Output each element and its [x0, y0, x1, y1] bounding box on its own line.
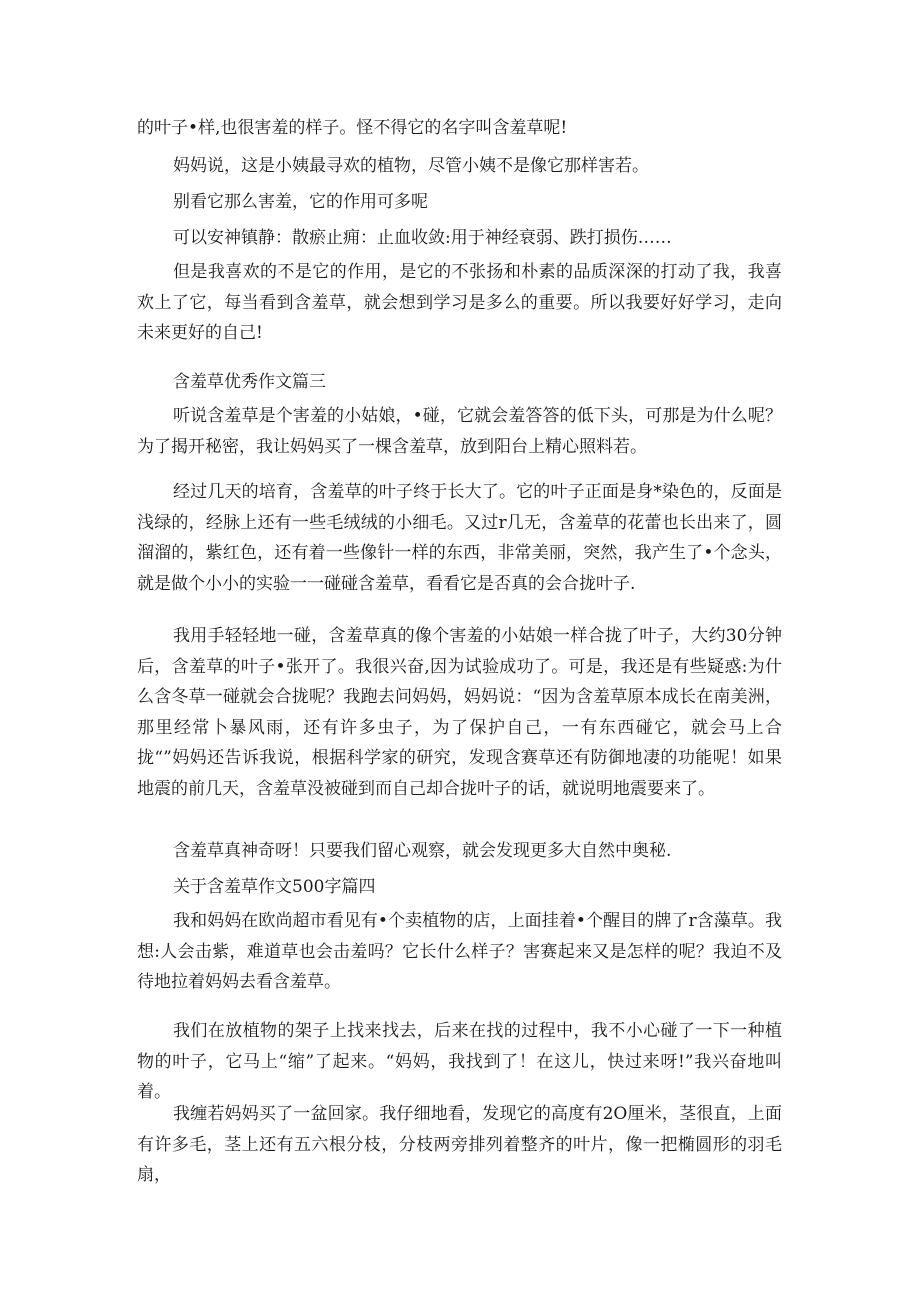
- paragraph: 我和妈妈在欧尚超市看见有•个卖植物的店，上面挂着•个醒目的牌了r含藻草。我想:人会击紫，难道草也会击羞吗？它长什么样子？害赛起来又是怎样的呢？我迫不及待地拉着妈妈去看含羞草。: [137, 911, 782, 992]
- section-heading: 关于含羞草作文500字篇四: [173, 877, 376, 897]
- paragraph: 别看它那么害羞，它的作用可多呢: [173, 192, 428, 212]
- paragraph: 我缠若妈妈买了一盆回家。我仔细地看，发现它的高度有2O厘米，茎很直，上面有许多毛，茎上还有五六根分枝，分枝两旁排列着整齐的叶片，像一把椭圆形的羽毛扇，: [137, 1104, 782, 1185]
- paragraph: 我用手轻轻地一碰，含羞草真的像个害羞的小姑娘一样合拢了叶子，大约30分钟后，含羞草的叶子•张开了。我很兴奋,因为试验成功了。可是，我还是有些疑惑:为什么含冬草一碰就会合拢呢？我跑去问妈妈，妈妈说：“因为含羞草原本成长在南美洲，那里经常卜暴风雨，还有许多虫子，为了保护自己，一有东西碰它，就会马上合拢“”妈妈还告诉我说，根据科学家的研究，发现含赛草还有防御地凄的功能呢！如果地震的前几天，含羞草没被碰到而自己却合拢叶子的话，就说明地震要来了。: [137, 626, 782, 799]
- paragraph: 我们在放植物的架子上找来找去，后来在找的过程中，我不小心碰了一下一种植物的叶子，它马上“缩”了起来。“妈妈，我找到了！在这儿，快过来呀!”我兴奋地叫着。: [137, 1021, 782, 1102]
- paragraph: 可以安神镇静：散瘀止痈：止血收敛:用于神经衰弱、跌打损伤……: [173, 228, 672, 248]
- paragraph-continuation: 的叶子•样,也很害羞的样子。怪不得它的名字叫含羞草呢!: [137, 118, 568, 138]
- paragraph: 含羞草真神奇呀！只要我们留心观察，就会发现更多大自然中奥秘.: [173, 841, 672, 861]
- paragraph: 但是我喜欢的不是它的作用，是它的不张扬和朴素的品质深深的打动了我，我喜欢上了它，每当看到含羞草，就会想到学习是多么的重要。所以我要好好学习，走向未来更好的自己!: [137, 262, 782, 343]
- paragraph: 经过几天的培育，含羞草的叶子终于长大了。它的叶子正面是身*染色的，反面是浅绿的，经脉上还有一些毛绒绒的小细毛。又过r几无，含羞草的花蕾也长出来了，圆溜溜的，紫红色，还有着一些像针一样的东西，非常美丽，突然，我产生了•个念头，就是做个小小的实验一一碰碰含羞草，看看它是否真的会合拢叶子.: [137, 482, 782, 594]
- section-heading: 含羞草优秀作文篇三: [173, 372, 326, 392]
- paragraph: 听说含羞草是个害羞的小姑娘，•碰，它就会羞答答的低下头，可那是为什么呢？为了揭开秘密，我让妈妈买了一棵含羞草，放到阳台上精心照料若。: [137, 406, 782, 457]
- paragraph: 妈妈说，这是小姨最寻欢的植物，尽管小姨不是像它那样害若。: [173, 156, 649, 176]
